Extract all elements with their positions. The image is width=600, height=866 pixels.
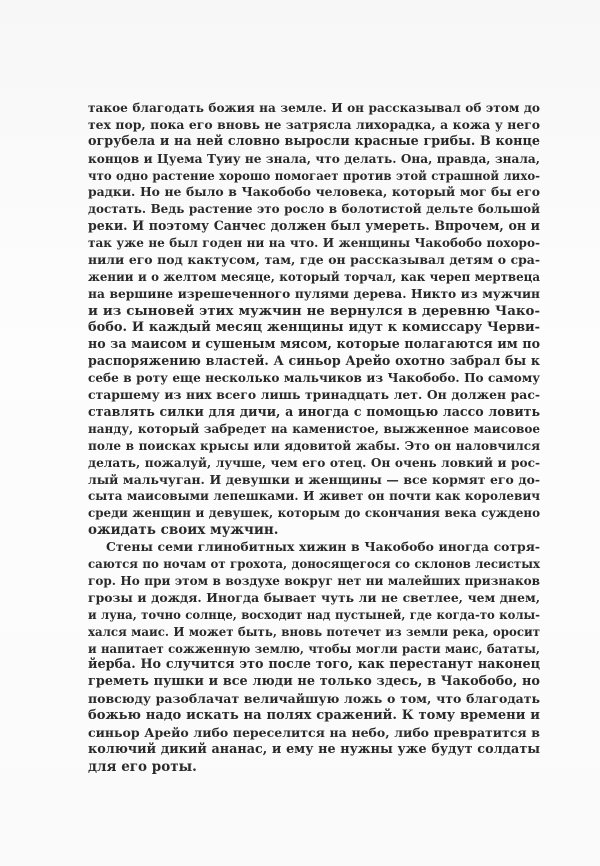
text-line: достать. Ведь растение это росло в болотистой дельте большой — [88, 202, 540, 217]
text-line: что одно растение хорошо помогает против этой страшной лихо- — [88, 168, 540, 183]
paragraph-end-line: ожидать своих мужчин. — [88, 522, 279, 539]
text-line: и луна, точно солнце, восходит над пустыней, где когда-то колы- — [88, 607, 540, 622]
text-line: колючий дикий ананас, и ему не нужны уже будут солдаты — [88, 741, 540, 757]
text-line: жении и о желтом месяце, который торчал, как череп мертвеца — [88, 269, 540, 284]
text-line: среди женщин и девушек, которым до скончания века суждено — [88, 506, 540, 521]
text-line: грозы и дождя. Иногда бывает чуть ли не светлее, чем днем, — [88, 589, 540, 605]
text-line: старшему из них всего лишь тринадцать лет. Он должен рас- — [88, 387, 540, 403]
text-line: и из сыновей этих мужчин не вернулся в деревню Чако- — [88, 302, 540, 319]
text-line: и напитает сожженную землю, чтобы могли расти маис, бататы, — [88, 641, 540, 656]
text-line: огрубела и на ней словно выросли красные грибы. В конце — [88, 133, 540, 149]
paragraph-start-line: Стены семи глинобитных хижин в Чакобобо иногда сотря- — [106, 539, 540, 555]
text-line: лый мальчуган. И девушки и женщины — все кормят его до- — [88, 471, 540, 487]
text-line: делать, пожалуй, лучше, чем его отец. Он очень ловкий и рос- — [88, 455, 540, 470]
text-line: бобо. И каждый месяц женщины идут к комиссару Черви- — [88, 319, 540, 335]
text-line: так уже не был годен ни на что. И женщины Чакобобо похоро- — [88, 236, 540, 251]
text-line: тех пор, пока его вновь не затрясла лихорадка, а кожа у него — [88, 116, 540, 132]
text-line: синьор Арейо либо переселится на небо, либо превратится в — [88, 724, 540, 740]
text-line: хался маис. И может быть, вновь потечет из земли река, оросит — [88, 624, 540, 639]
text-line: себе в роту еще несколько мальчиков из Чакобобо. По самому — [88, 371, 540, 386]
body-text — [88, 100, 540, 776]
text-line: нили его под кактусом, там, где он рассказывал детям о сра- — [88, 252, 540, 268]
text-line: божью надо искать на полях сражений. К тому времени и — [88, 708, 540, 724]
text-line: поле в поисках крысы или ядовитой жабы. Это он наловчился — [88, 438, 540, 453]
text-line: на вершине изрешеченного пулями дерева. Никто из мужчин — [88, 286, 540, 301]
text-line: греметь пушки и все люди не только здесь, в Чакобобо, но — [88, 674, 540, 690]
text-line: нанду, который забредет на каменистое, выжженное маисовое — [88, 421, 540, 436]
text-line: такое благодать божия на земле. И он рассказывал об этом до — [88, 101, 540, 115]
text-line: йерба. Но случится это после того, как перестанут наконец — [88, 657, 540, 673]
text-line: концов и Цуема Туиу не знала, что делать. Она, правда, знала, — [88, 151, 540, 166]
text-line: гор. Но при этом в воздухе вокруг нет ни малейших признаков — [88, 573, 540, 588]
text-line: реки. И поэтому Санчес должен был умереть. Впрочем, он и — [88, 218, 540, 234]
paragraph-end-line: для его роты. — [88, 758, 197, 775]
text-line: сыта маисовыми лепешками. И живет он почти как королевич — [88, 489, 540, 504]
text-line: саются по ночам от грохота, доносящегося со склонов лесистых — [88, 557, 540, 572]
text-line: повсюду разоблачат величайшую ложь о том, что благодать — [88, 691, 540, 707]
text-line: радки. Но не было в Чакобобо человека, который мог бы его — [88, 184, 540, 200]
text-line: но за маисом и сушеным мясом, которые полагаются им по — [88, 336, 540, 352]
text-line: ставлять силки для дичи, а иногда с помощью лассо ловить — [88, 404, 540, 420]
text-line: распоряжению властей. А синьор Арейо охотно забрал бы к — [88, 353, 540, 369]
